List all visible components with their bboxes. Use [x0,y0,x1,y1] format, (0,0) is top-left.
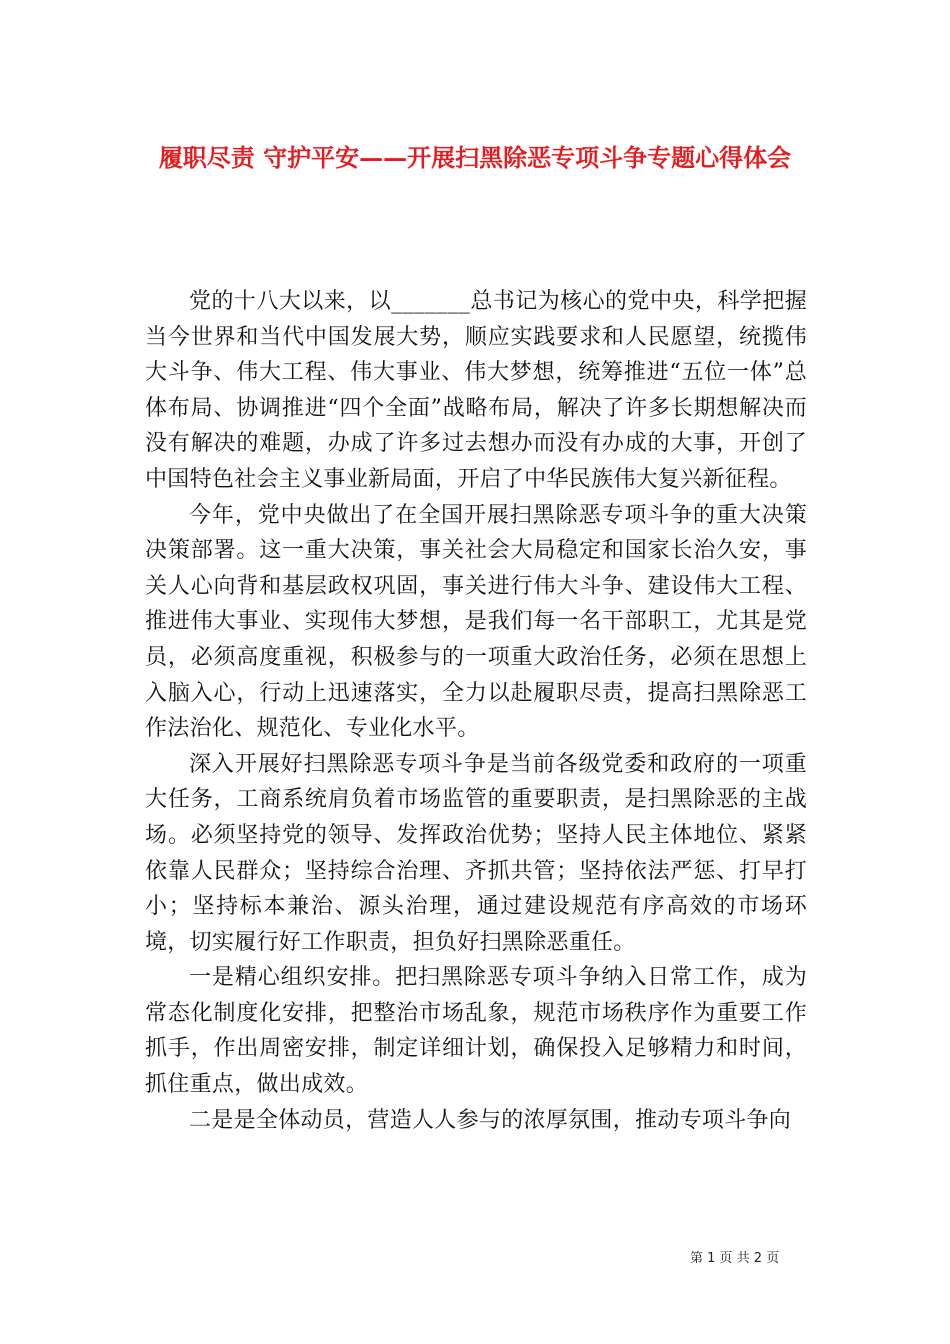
paragraph-2: 今年，党中央做出了在全国开展扫黑除恶专项斗争的重大决策决策部署。这一重大决策，事关社会大局稳定和国家长治久安，事关人心向背和基层政权巩固，事关进行伟大斗争、建设伟大工程、推进伟大事业、实现伟大梦想，是我们每一名干部职工，尤其是党员，必须高度重视，积极参与的一项重大政治任务，必须在思想上入脑入心，行动上迅速落实，全力以赴履职尽责，提高扫黑除恶工作法治化、规范化、专业化水平。 [145,502,807,742]
document-body [145,284,807,1138]
document-title: 履职尽责 守护平安——开展扫黑除恶专项斗争专题心得体会 [158,143,792,172]
paragraph-1: 党的十八大以来，以_______总书记为核心的党中央，科学把握当今世界和当代中国发展大势，顺应实践要求和人民愿望，统揽伟大斗争、伟大工程、伟大事业、伟大梦想，统筹推进“五位一体”总体布局、协调推进“四个全面”战略布局，解决了许多长期想解决而没有解决的难题，办成了许多过去想办而没有办成的大事，开创了中国特色社会主义事业新局面，开启了中华民族伟大复兴新征程。 [145,289,807,492]
paragraph-4: 一是精心组织安排。把扫黑除恶专项斗争纳入日常工作，成为常态化制度化安排，把整治市场乱象，规范市场秩序作为重要工作抓手，作出周密安排，制定详细计划，确保投入足够精力和时间，抓住重点，做出成效。 [145,965,807,1098]
paragraph-5: 二是是全体动员，营造人人参与的浓厚氛围，推动专项斗争向 [189,1107,792,1133]
page-number: 第 1 页 共 2 页 [690,1251,780,1266]
paragraph-3: 深入开展好扫黑除恶专项斗争是当前各级党委和政府的一项重大任务，工商系统肩负着市场监管的重要职责，是扫黑除恶的主战场。必须坚持党的领导、发挥政治优势；坚持人民主体地位、紧紧依靠人民群众；坚持综合治理、齐抓共管；坚持依法严惩、打早打小；坚持标本兼治、源头治理，通过建设规范有序高效的市场环境，切实履行好工作职责，担负好扫黑除恶重任。 [145,751,807,955]
